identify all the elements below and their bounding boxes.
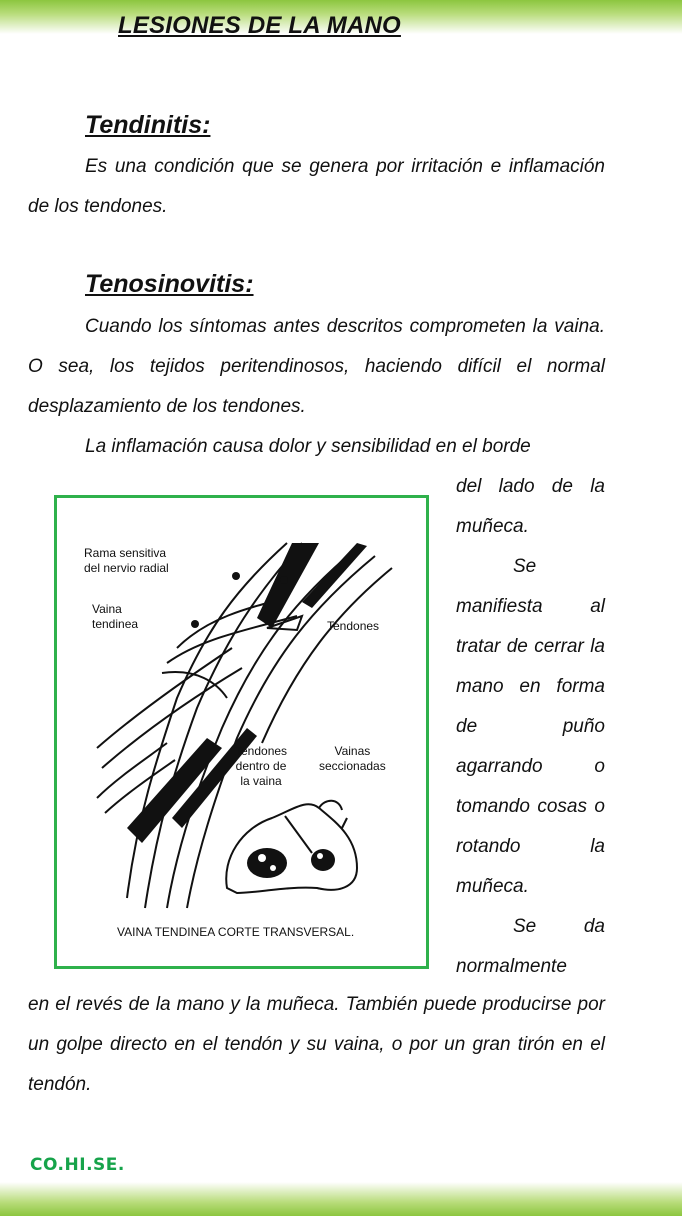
paragraph-tendinitis: Es una condición que se genera por irritación e inflamación de los tendones. bbox=[28, 156, 605, 217]
side-column-p1: del lado de la muñeca. bbox=[456, 476, 605, 537]
paragraph-tenosinovitis-2-intro: La inflamación causa dolor y sensibilidad en el borde bbox=[85, 436, 531, 457]
label-vainas-seccionadas: Vainas seccionadas bbox=[319, 744, 386, 773]
paragraph-tenosinovitis-3: en el revés de la mano y la muñeca. También puede producirse por un golpe directo en el tendón y su vaina, o por un gran tirón en el tendón. bbox=[28, 994, 605, 1095]
paragraph-tenosinovitis-1: Cuando los síntomas antes descritos comprometen la vaina. O sea, los tejidos peritendinosos, haciendo difícil el normal desplazamiento de los tendones. bbox=[28, 316, 605, 417]
cohise-logo: CO.HI.SE. bbox=[30, 1155, 125, 1175]
heading-tendinitis: Tendinitis: bbox=[85, 111, 211, 139]
page-title: LESIONES DE LA MANO bbox=[118, 12, 401, 39]
bottom-green-band bbox=[0, 1182, 682, 1216]
figure-caption: VAINA TENDINEA CORTE TRANSVERSAL. bbox=[117, 925, 355, 939]
side-column-p3: Se da normalmente bbox=[456, 916, 605, 977]
side-column-text bbox=[456, 467, 605, 987]
side-column-p2: Se manifiesta al tratar de cerrar la mano en forma de puño agarrando o tomando cosas o rotando la muñeca. bbox=[456, 556, 605, 897]
tendon-sheath-figure bbox=[54, 495, 429, 969]
label-tendones-dentro-vaina: Tendones dentro de la vaina bbox=[235, 744, 288, 788]
label-tendones: Tendones bbox=[327, 619, 380, 633]
label-vaina-tendinea: Vaina tendinea bbox=[92, 602, 139, 631]
label-rama-sensitiva: Rama sensitiva del nervio radial bbox=[84, 546, 169, 575]
heading-tenosinovitis: Tenosinovitis: bbox=[85, 270, 254, 298]
